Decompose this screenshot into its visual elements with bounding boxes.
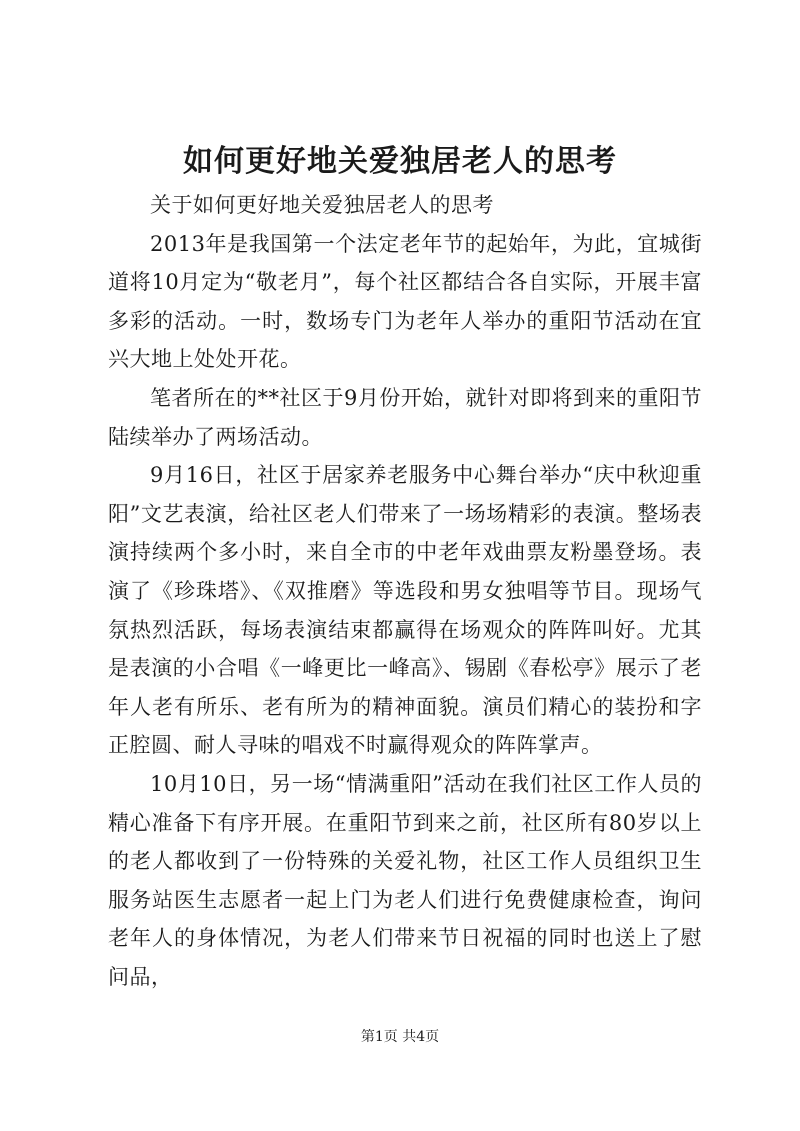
document-title: 如何更好地关爱独居老人的思考 [183,144,617,179]
paragraph-oct-10-event: 10月10日，另一场“情满重阳”活动在我们社区工作人员的精心准备下有序开展。在重阳节到来之前，社区所有80岁以上的老人都收到了一份特殊的关爱礼物，社区工作人员组织卫生服务站医生志愿者一起上门为老人们进行免费健康检查，询问老年人的身体情况，为老人们带来节日祝福的同时也送上了慰问品， [108,771,702,989]
paragraph-community-activities: 笔者所在的**社区于9月份开始，就针对即将到来的重阳节陆续举办了两场活动。 [108,385,702,449]
paragraph-intro: 2013年是我国第一个法定老年节的起始年，为此，宜城街道将10月定为“敬老月”，每个社区都结合各自实际，开展丰富多彩的活动。一时，数场专门为老年人举办的重阳节活动在宜兴大地上处处开花。 [108,231,702,372]
document-body [108,186,702,996]
page-number-footer: 第1页 共4页 [360,1029,440,1045]
paragraph-subtitle: 关于如何更好地关爱独居老人的思考 [150,193,494,217]
paragraph-sept-16-performance: 9月16日，社区于居家养老服务中心舞台举办“庆中秋迎重阳”文艺表演，给社区老人们带来了一场场精彩的表演。整场表演持续两个多小时，来自全市的中老年戏曲票友粉墨登场。表演了《珍珠塔》、《双推磨》等选段和男女独唱等节目。现场气氛热烈活跃，每场表演结束都赢得在场观众的阵阵叫好。尤其是表演的小合唱《一峰更比一峰高》、锡剧《春松亭》展示了老年人老有所乐、老有所为的精神面貌。演员们精心的装扮和字正腔圆、耐人寻味的唱戏不时赢得观众的阵阵掌声。 [108,463,702,758]
